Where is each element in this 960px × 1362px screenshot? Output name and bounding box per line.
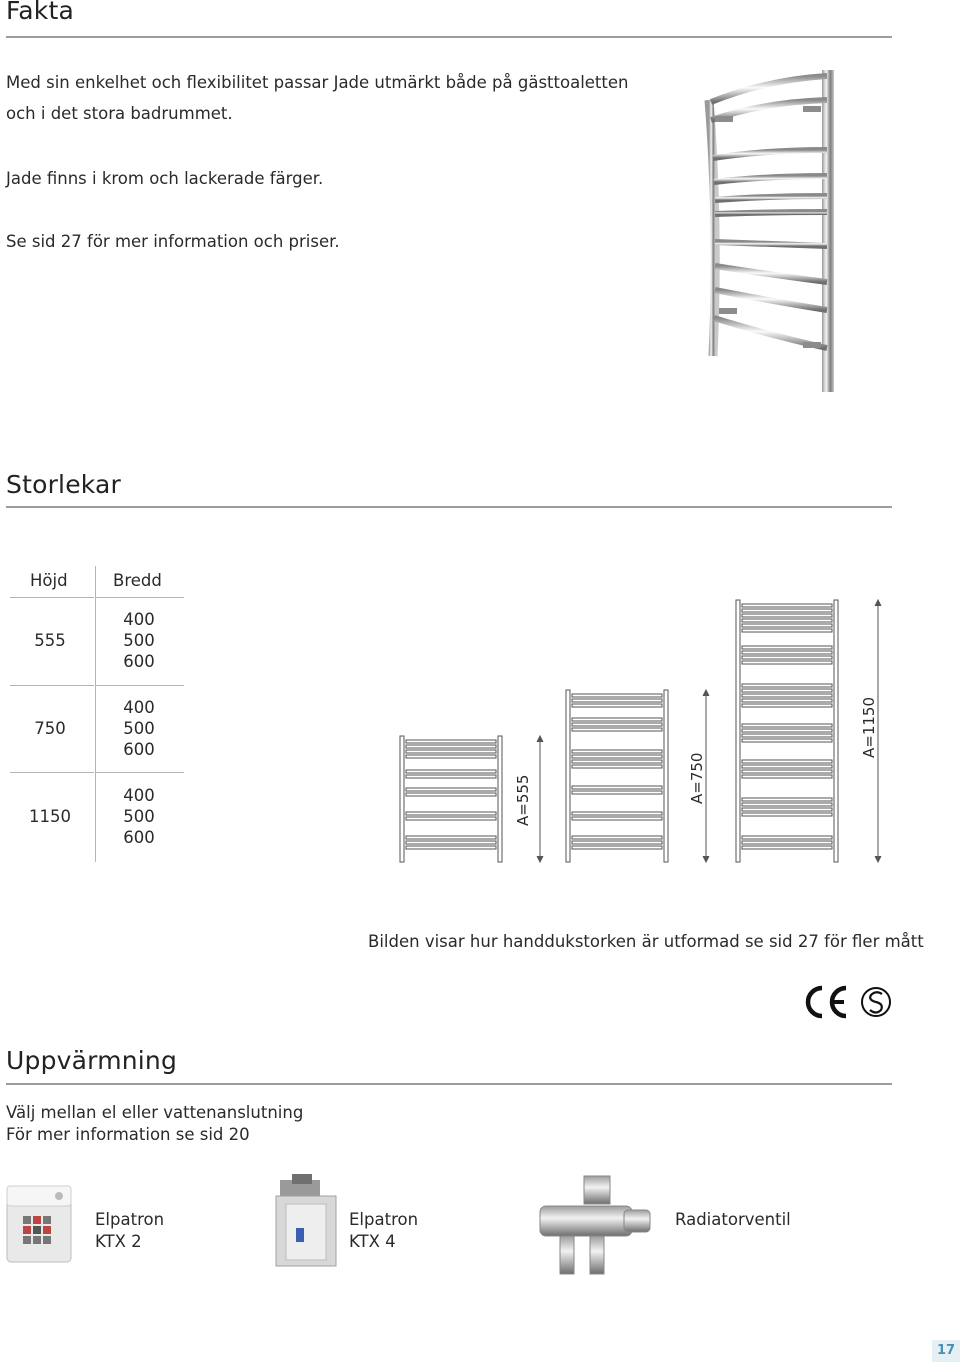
storlekar-title: Storlekar [6, 470, 122, 499]
table-row-widths [96, 697, 182, 760]
page-number: 17 [932, 1340, 960, 1362]
dimension-label-750: A=750 [688, 752, 706, 804]
table-divider [10, 685, 94, 686]
fakta-para1-line2: och i det stora badrummet. [6, 104, 233, 123]
s-mark-icon [862, 988, 890, 1016]
product-name: Radiatorventil [675, 1210, 791, 1229]
table-divider [96, 772, 184, 773]
radiatorventil-photo [532, 1172, 656, 1278]
width-value: 600 [123, 828, 155, 847]
width-value: 400 [123, 698, 155, 717]
width-value: 600 [123, 652, 155, 671]
uppvarmning-title: Uppvärmning [6, 1046, 178, 1075]
width-value: 500 [123, 631, 155, 650]
table-divider [10, 772, 94, 773]
width-value: 600 [123, 740, 155, 759]
diagram-caption: Bilden visar hur handdukstorken är utformad se sid 27 för fler mått [368, 932, 924, 951]
product-label-radiatorventil [675, 1209, 791, 1231]
product-label-ktx4 [349, 1209, 418, 1253]
product-name: Elpatron [349, 1210, 419, 1229]
table-divider [96, 597, 184, 598]
dimension-label-555: A=555 [514, 774, 532, 826]
table-row-height: 555 [34, 631, 66, 650]
dimension-label-1150: A=1150 [860, 696, 878, 758]
product-name: Elpatron [95, 1210, 165, 1229]
fakta-para1-line1: Med sin enkelhet och flexibilitet passar Jade utmärkt både på gästtoaletten [6, 73, 629, 92]
product-model: KTX 2 [95, 1232, 142, 1251]
width-value: 400 [123, 786, 155, 805]
size-diagrams [390, 590, 890, 875]
fakta-rule [6, 36, 892, 38]
storlekar-rule [6, 506, 892, 508]
fakta-paragraph-2: Jade finns i krom och lackerade färger. [6, 169, 324, 188]
width-value: 500 [123, 807, 155, 826]
table-row-height: 1150 [29, 807, 71, 826]
table-row-widths [96, 785, 182, 848]
uppvarmning-line-2: För mer information se sid 20 [6, 1125, 250, 1144]
width-value: 400 [123, 610, 155, 629]
towel-rail-photo [695, 66, 845, 396]
ce-mark-icon [804, 984, 894, 1020]
table-row-widths [96, 609, 182, 672]
uppvarmning-rule [6, 1083, 892, 1085]
table-divider [96, 685, 184, 686]
table-header-width: Bredd [113, 571, 162, 590]
elpatron-ktx4-photo [272, 1174, 342, 1268]
product-model: KTX 4 [349, 1232, 396, 1251]
fakta-paragraph-3: Se sid 27 för mer information och priser. [6, 232, 340, 251]
table-header-height: Höjd [30, 571, 68, 590]
fakta-title: Fakta [6, 0, 75, 25]
fakta-paragraph-1 [6, 72, 628, 125]
elpatron-ktx2-photo [5, 1182, 73, 1264]
table-divider [10, 597, 94, 598]
uppvarmning-line-1: Välj mellan el eller vattenanslutning [6, 1103, 304, 1122]
product-label-ktx2 [95, 1209, 164, 1253]
width-value: 500 [123, 719, 155, 738]
table-row-height: 750 [34, 719, 66, 738]
